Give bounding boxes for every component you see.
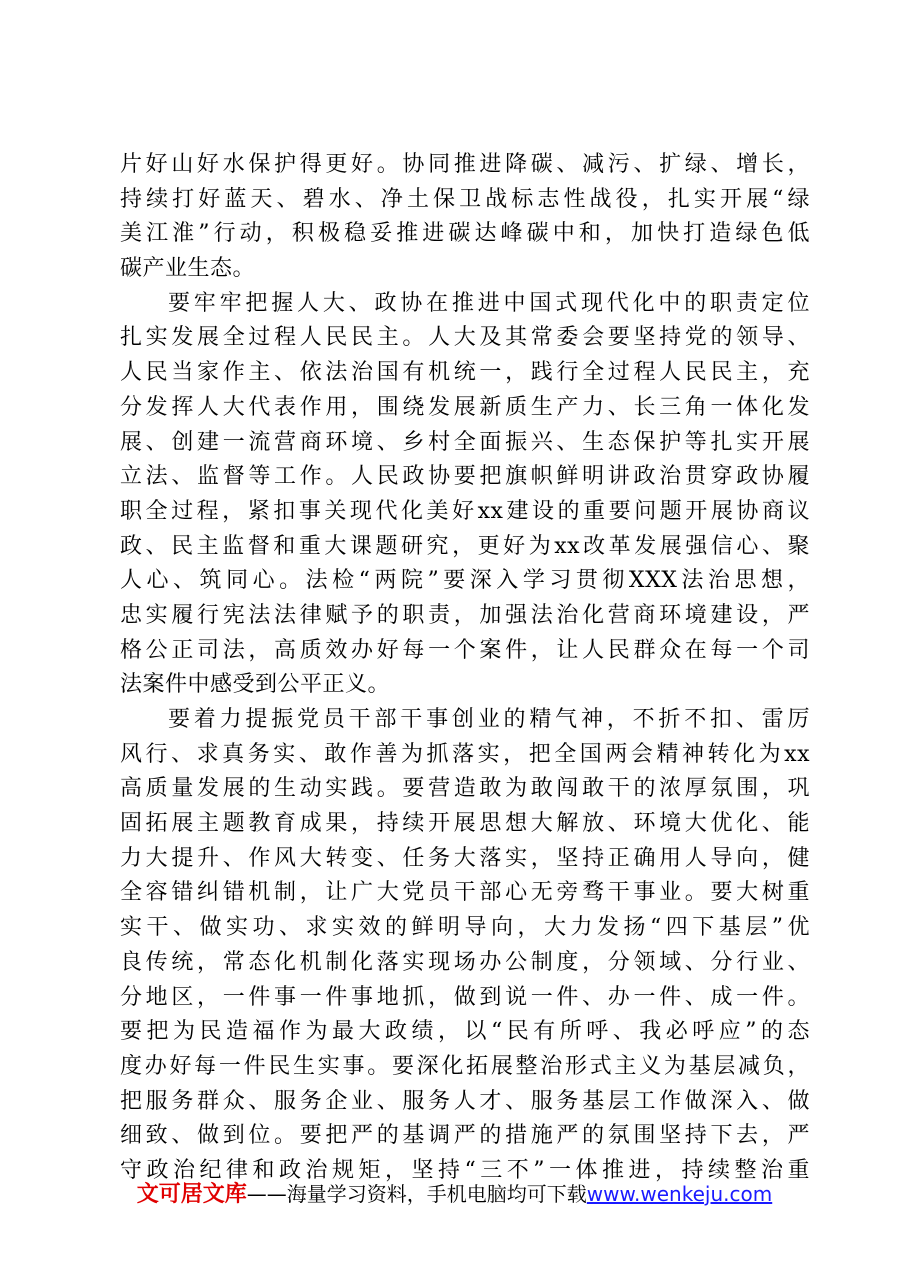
text-line: 把服务群众、服务企业、服务人才、服务基层工作做深入、做 xyxy=(120,1088,810,1114)
text-line: 力大提升、作风大转变、任务大落实，坚持正确用人导向，健 xyxy=(120,845,810,871)
footer-slogan: ——海量学习资料，手机电脑均可下载 xyxy=(246,1182,587,1206)
text-line: 碳产业生态。 xyxy=(120,256,256,282)
text-line: 分地区，一件事一件事地抓，做到说一件、办一件、成一件。 xyxy=(120,984,810,1010)
text-line: 分发挥人大代表作用，围绕发展新质生产力、长三角一体化发 xyxy=(120,394,810,420)
text-line: 守政治纪律和政治规矩，坚持“三不”一体推进，持续整治重 xyxy=(120,1157,810,1183)
text-line: 美江淮”行动，积极稳妥推进碳达峰碳中和，加快打造绿色低 xyxy=(120,221,810,247)
text-line: 扎实发展全过程人民民主。人大及其常委会要坚持党的领导、 xyxy=(120,325,810,351)
text-line: 政、民主监督和重大课题研究，更好为xx改革发展强信心、聚 xyxy=(120,533,810,559)
text-line: 高质量发展的生动实践。要营造敢为敢闯敢干的浓厚氛围，巩 xyxy=(120,776,810,802)
text-line: 良传统，常态化机制化落实现场办公制度，分领域、分行业、 xyxy=(120,949,810,975)
text-line: 职全过程，紧扣事关现代化美好xx建设的重要问题开展协商议 xyxy=(120,498,810,524)
paragraph-first-line: 要牢牢把握人大、政协在推进中国式现代化中的职责定位 xyxy=(168,290,810,316)
text-line: 法案件中感受到公平正义。 xyxy=(120,672,391,698)
text-line: 格公正司法，高质效办好每一个案件，让人民群众在每一个司 xyxy=(120,637,810,663)
text-line: 持续打好蓝天、碧水、净土保卫战标志性战役，扎实开展“绿 xyxy=(120,186,810,212)
text-line: 立法、监督等工作。人民政协要把旗帜鲜明讲政治贯穿政协履 xyxy=(120,464,810,490)
text-line: 要把为民造福作为最大政绩，以“民有所呼、我必呼应”的态 xyxy=(120,1019,810,1045)
text-line: 展、创建一流营商环境、乡村全面振兴、生态保护等扎实开展 xyxy=(120,429,810,455)
paragraph-first-line: 要着力提振党员干部干事创业的精气神，不折不扣、雷厉 xyxy=(168,707,810,732)
text-line: 全容错纠错机制，让广大党员干部心无旁骛干事业。要大树重 xyxy=(120,880,810,906)
footer-brand: 文可居文库 xyxy=(136,1182,247,1207)
text-line: 片好山好水保护得更好。协同推进降碳、减污、扩绿、增长， xyxy=(120,152,810,177)
text-line: 人民当家作主、依法治国有机统一，践行全过程人民民主，充 xyxy=(120,360,810,386)
text-line: 风行、求真务实、敢作善为抓落实，把全国两会精神转化为xx xyxy=(120,741,810,767)
text-line: 细致、做到位。要把严的基调严的措施严的氛围坚持下去，严 xyxy=(120,1123,810,1149)
text-line: 忠实履行宪法法律赋予的职责，加强法治化营商环境建设，严 xyxy=(120,602,810,628)
text-line: 度办好每一件民生实事。要深化拓展整治形式主义为基层减负， xyxy=(120,1053,810,1079)
text-line: 固拓展主题教育成果，持续开展思想大解放、环境大优化、能 xyxy=(120,811,810,837)
footer-site-link[interactable]: www.wenkeju.com xyxy=(586,1182,773,1206)
footer-banner xyxy=(0,1178,909,1211)
document-body xyxy=(120,148,810,1189)
text-line: 实干、做实功、求实效的鲜明导向，大力发扬“四下基层”优 xyxy=(120,915,810,941)
text-line: 人心、筑同心。法检“两院”要深入学习贯彻XXX法治思想， xyxy=(120,568,810,594)
